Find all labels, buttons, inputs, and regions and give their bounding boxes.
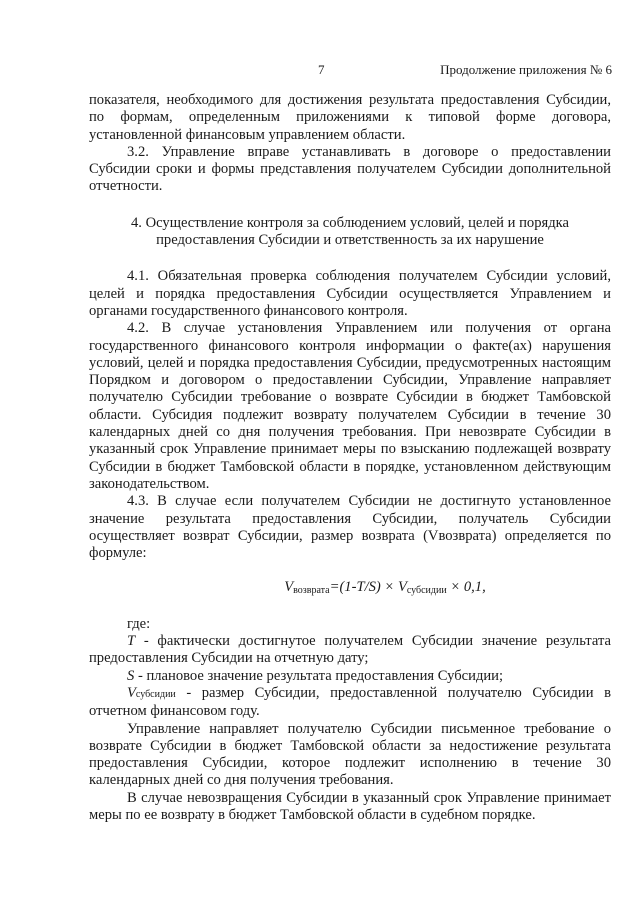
paragraph-nonreturn: В случае невозвращения Субсидии в указанный срок Управление принимает меры по ее возврату в бюджет Тамбовской области в судебном порядке. [89,789,611,823]
formula-rhs-symbol: V [397,579,407,596]
paragraph-3-2: 3.2. Управление вправе устанавливать в договоре о предоставлении Субсидии сроки и формы представления получателем Субсидии дополнительной отчетности. [89,143,611,195]
where-label: где: [127,615,151,632]
definition-v-symbol: V [127,684,136,701]
page-number: 7 [318,62,325,77]
formula-tail: × 0,1, [446,579,486,596]
paragraph-demand: Управление направляет получателю Субсидии письменное требование о возврате Субсидии в бюджет Тамбовской области за недостижение результата предоставления Субсидии, которое подлежит исполнению в течение 30 календарных дней со дня получения требования. [89,720,611,789]
appendix-continuation: Продолжение приложения № 6 [440,62,612,77]
formula-middle: =(1-T/S) × [329,579,398,596]
definition-t [89,633,611,668]
definition-s-text: - плановое значение результата предоставления Субсидии; [134,667,504,684]
paragraph-4-3: 4.3. В случае если получателем Субсидии не достигнуто установленное значение результата предоставления Субсидии, получатель Субсидии осуществляет возврат Субсидии, размер возврата (Vвозврата) определяется по формуле: [89,493,611,562]
paragraph-intro: показателя, необходимого для достижения результата предоставления Субсидии, по формам, определенным приложениями к типовой форме договора, установленной финансовым управлением области. [89,92,611,143]
document-body [89,92,611,824]
paragraph-4-1: 4.1. Обязательная проверка соблюдения получателем Субсидии условий, целей и порядка предоставления Субсидии осуществляется Управлением и органами государственного финансового контроля. [89,268,611,319]
definition-v [89,685,611,721]
definition-t-text: - фактически достигнутое получателем Субсидии значение результата предоставления Субсидии на отчетную дату; [89,633,611,667]
section-heading: 4. Осуществление контроля за соблюдением условий, целей и порядка предоставления Субсидии и ответственность за их нарушение [131,214,569,249]
formula-lhs-sub: возврата [293,585,330,597]
paragraph-4-2: 4.2. В случае установления Управлением или получения от органа государственного финансового контроля информации о факте(ах) нарушения условий, целей и порядка предоставления Субсидии, предусмотренных настоящим Порядком и договором о предоставлении Субсидии, Управление направляет получателю Субсидии требование о возврате Субсидии в бюджет Тамбовской области. Субсидия подлежит возврату получателем Субсидии в течение 30 календарных дней со дня получения требования. При невозврате Субсидии в указанный срок Управление принимает меры по взысканию подлежащей возврату Субсидии в бюджет Тамбовской области в порядке, установленном действующим законодательством. [89,320,611,492]
refund-formula [89,579,611,597]
definition-v-sub: субсидии [135,688,176,700]
definition-v-text: - размер Субсидии, предоставленной получателю Субсидии в отчетном финансовом году. [89,684,611,720]
definition-t-symbol: T [127,633,136,650]
formula-lhs-symbol: V [284,579,294,596]
definition-s-symbol: S [127,667,135,684]
definition-s [89,668,611,685]
formula-rhs-sub: субсидии [406,585,447,597]
